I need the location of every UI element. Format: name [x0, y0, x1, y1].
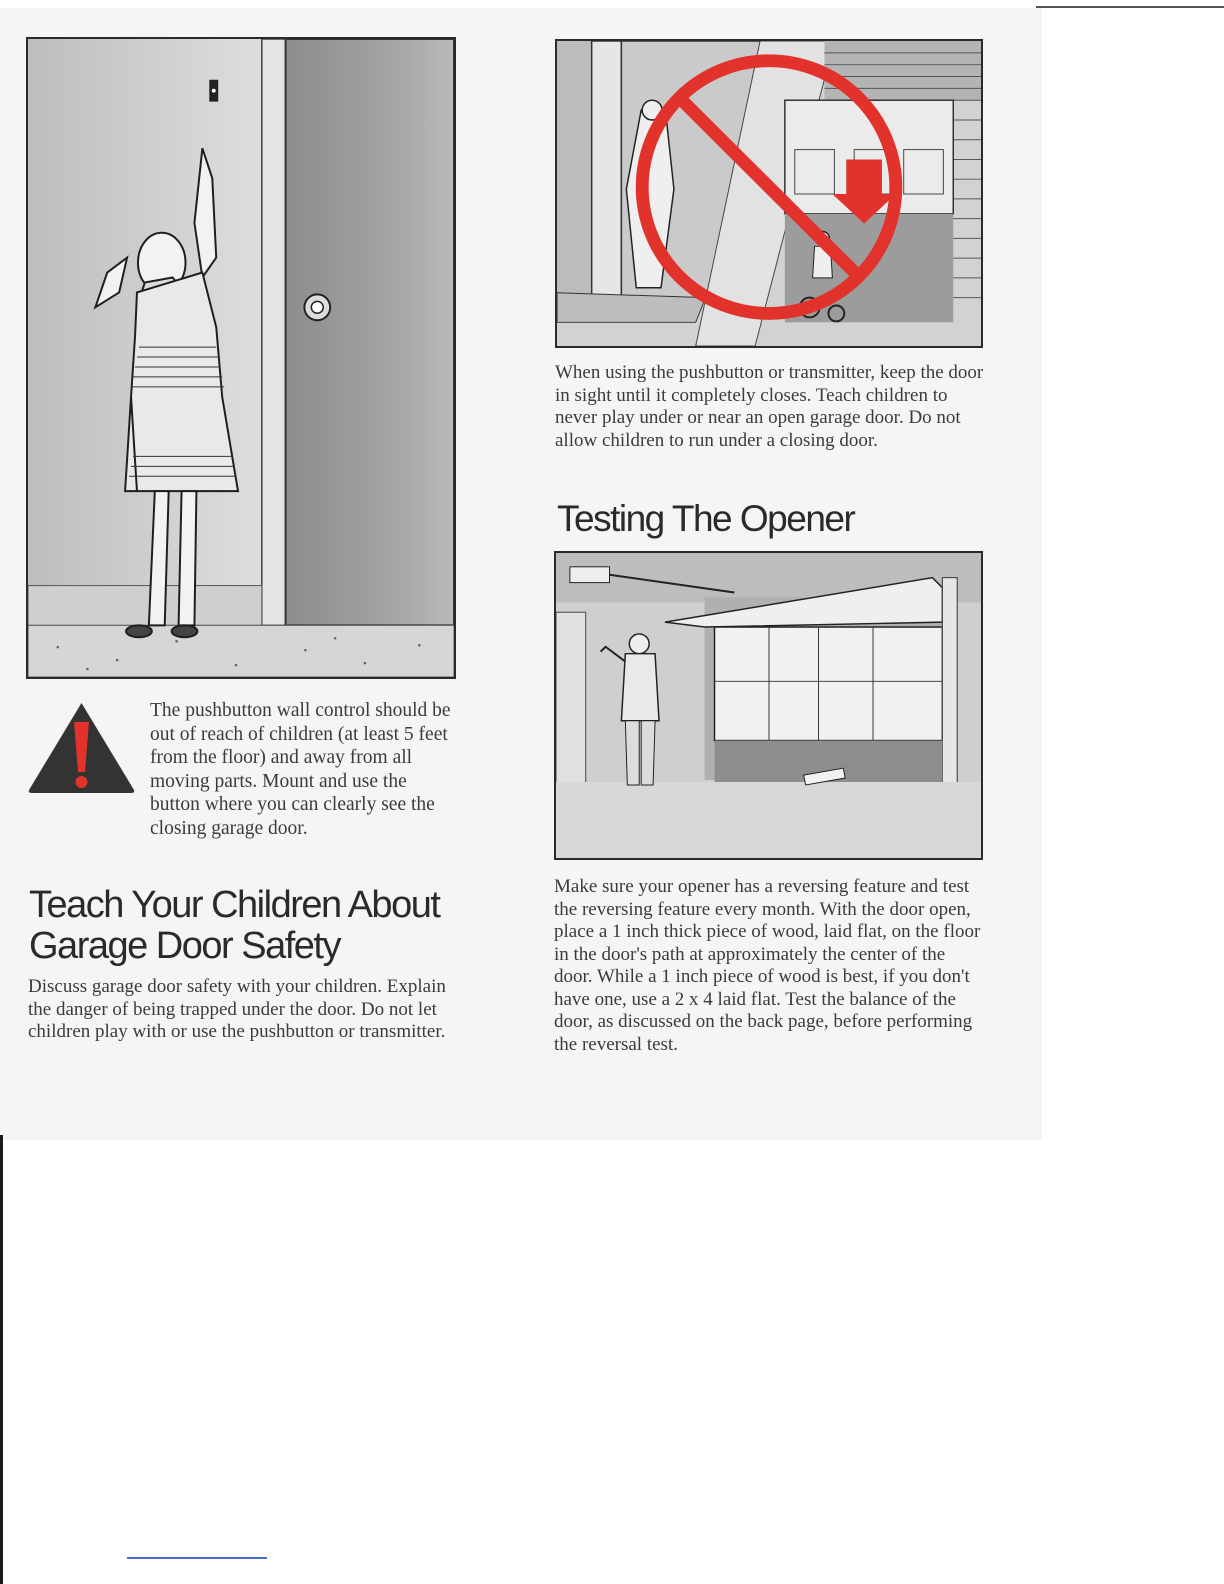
testing-opener-heading: Testing The Opener	[557, 498, 855, 539]
warning-triangle-icon	[26, 700, 137, 795]
children-safety-body: Discuss garage door safety with your children. Explain the danger of being trapped under the door. Do not let children play with or use the pushbutton or transmitter.	[28, 976, 446, 1042]
bottom-blue-rule	[127, 1557, 267, 1559]
children-heading-line2: Garage Door Safety	[29, 925, 340, 967]
children-safety-heading	[29, 885, 439, 967]
door-in-sight-note: When using the pushbutton or transmitter, keep the door in sight until it completely closes. Teach children to never play under or near an open garage door. Do not allow children to run under a closing door.	[555, 362, 984, 451]
children-heading-line1: Teach Your Children About	[29, 884, 440, 926]
reversal-test-illustration	[554, 551, 983, 860]
left-edge-rule	[0, 1135, 3, 1584]
no-play-under-door-illustration	[555, 39, 983, 348]
top-right-rule	[1036, 6, 1224, 8]
testing-opener-body: Make sure your opener has a reversing feature and test the reversing feature every month. With the door open, place a 1 inch thick piece of wood, laid flat, on the floor in the door's path at approximately the center of the door. While a 1 inch piece of wood is best, if you don't have one, use a 2 x 4 laid flat. Test the balance of the door, as discussed on the back page, before performing the reversal test.	[554, 876, 981, 1055]
warning-text: The pushbutton wall control should be out of reach of children (at least 5 feet from the floor) and away from all moving parts. Mount and use the button where you can clearly see the closing garage door.	[150, 700, 451, 839]
child-pushbutton-illustration	[26, 37, 456, 679]
